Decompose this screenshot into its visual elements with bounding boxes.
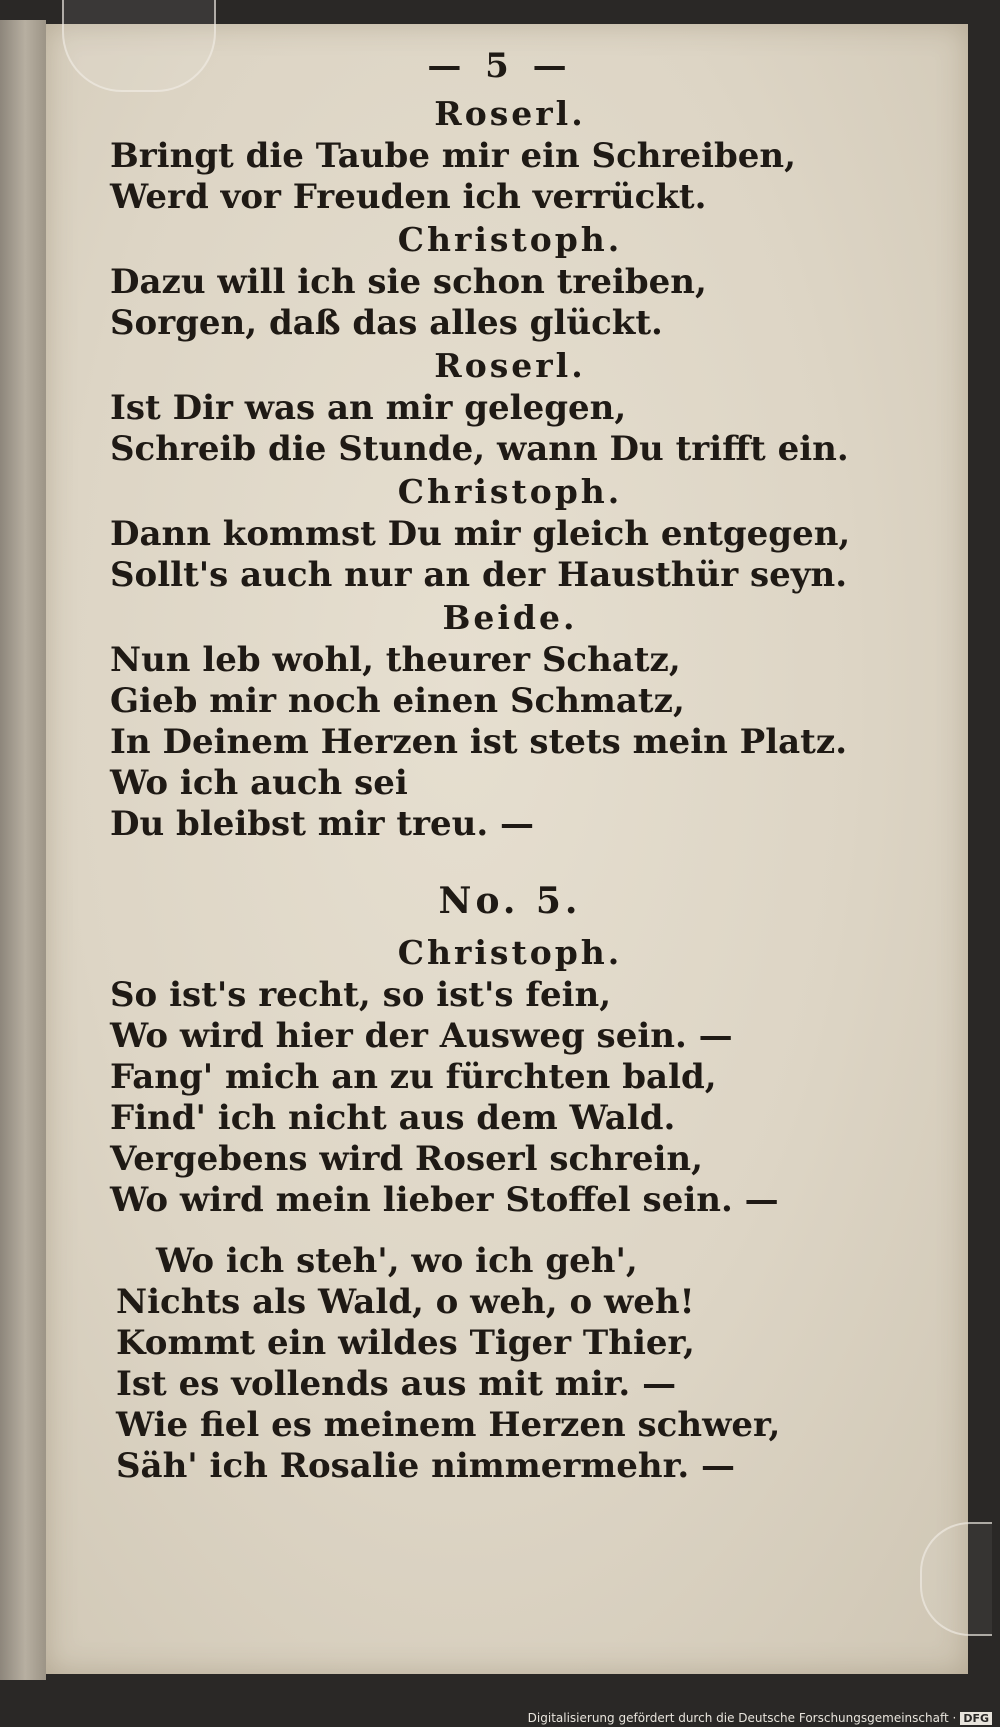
verse-line: Dann kommst Du mir gleich entgegen, bbox=[110, 514, 851, 554]
speaker-roserl: Roserl. bbox=[434, 346, 586, 385]
digitization-credit bbox=[528, 1711, 992, 1725]
stanza-gap bbox=[110, 1221, 910, 1241]
speaker-roserl: Roserl. bbox=[434, 94, 586, 133]
verse-line: Werd vor Freuden ich verrückt. bbox=[110, 177, 707, 217]
verse-line: Wo ich auch sei bbox=[110, 763, 408, 803]
verse-line: Schreib die Stunde, wann Du trifft ein. bbox=[110, 429, 849, 469]
dfg-logo: DFG bbox=[960, 1712, 992, 1725]
stanza-one bbox=[110, 975, 910, 1221]
verse-line: In Deinem Herzen ist stets mein Platz. bbox=[110, 722, 848, 762]
verse-line: So ist's recht, so ist's fein, bbox=[110, 975, 612, 1015]
verse-line: Du bleibst mir treu. — bbox=[110, 804, 535, 844]
dialogue-block bbox=[110, 92, 910, 845]
verse-line: Gieb mir noch einen Schmatz, bbox=[110, 681, 685, 721]
verse-line: Ist Dir was an mir gelegen, bbox=[110, 388, 627, 428]
previous-page-edge bbox=[0, 20, 46, 1680]
verse-line: Sorgen, daß das alles glückt. bbox=[110, 303, 663, 343]
verse-line: Wo wird hier der Ausweg sein. — bbox=[110, 1016, 733, 1056]
verse-line: Kommt ein wildes Tiger Thier, bbox=[116, 1323, 695, 1363]
verse-line: Wie fiel es meinem Herzen schwer, bbox=[116, 1405, 781, 1445]
page-text bbox=[110, 40, 910, 1487]
verse-line: Nun leb wohl, theurer Schatz, bbox=[110, 640, 681, 680]
verse-line: Vergebens wird Roserl schrein, bbox=[110, 1139, 703, 1179]
speaker-christoph: Christoph. bbox=[397, 933, 623, 972]
verse-line: Fang' mich an zu fürchten bald, bbox=[110, 1057, 717, 1097]
speaker-christoph: Christoph. bbox=[397, 220, 623, 259]
verse-line: Find' ich nicht aus dem Wald. bbox=[110, 1098, 676, 1138]
verse-line: Wo ich steh', wo ich geh', bbox=[156, 1241, 638, 1281]
stanza-two bbox=[116, 1241, 910, 1487]
verse-line: Ist es vollends aus mit mir. — bbox=[116, 1364, 677, 1404]
verse-line: Sollt's auch nur an der Hausthür seyn. bbox=[110, 555, 848, 595]
verse-line: Säh' ich Rosalie nimmermehr. — bbox=[116, 1446, 736, 1486]
credit-text: Digitalisierung gefördert durch die Deutsche Forschungsgemeinschaft · bbox=[527, 1711, 957, 1725]
verse-line: Wo wird mein lieber Stoffel sein. — bbox=[110, 1180, 779, 1220]
speaker-beide: Beide. bbox=[442, 598, 578, 637]
verse-line: Dazu will ich sie schon treiben, bbox=[110, 262, 707, 302]
song-number: No. 5. bbox=[438, 880, 582, 922]
page-number: — 5 — bbox=[427, 46, 573, 86]
speaker-christoph: Christoph. bbox=[397, 472, 623, 511]
verse-line: Nichts als Wald, o weh, o weh! bbox=[116, 1282, 695, 1322]
verse-line: Bringt die Taube mir ein Schreiben, bbox=[110, 136, 796, 176]
